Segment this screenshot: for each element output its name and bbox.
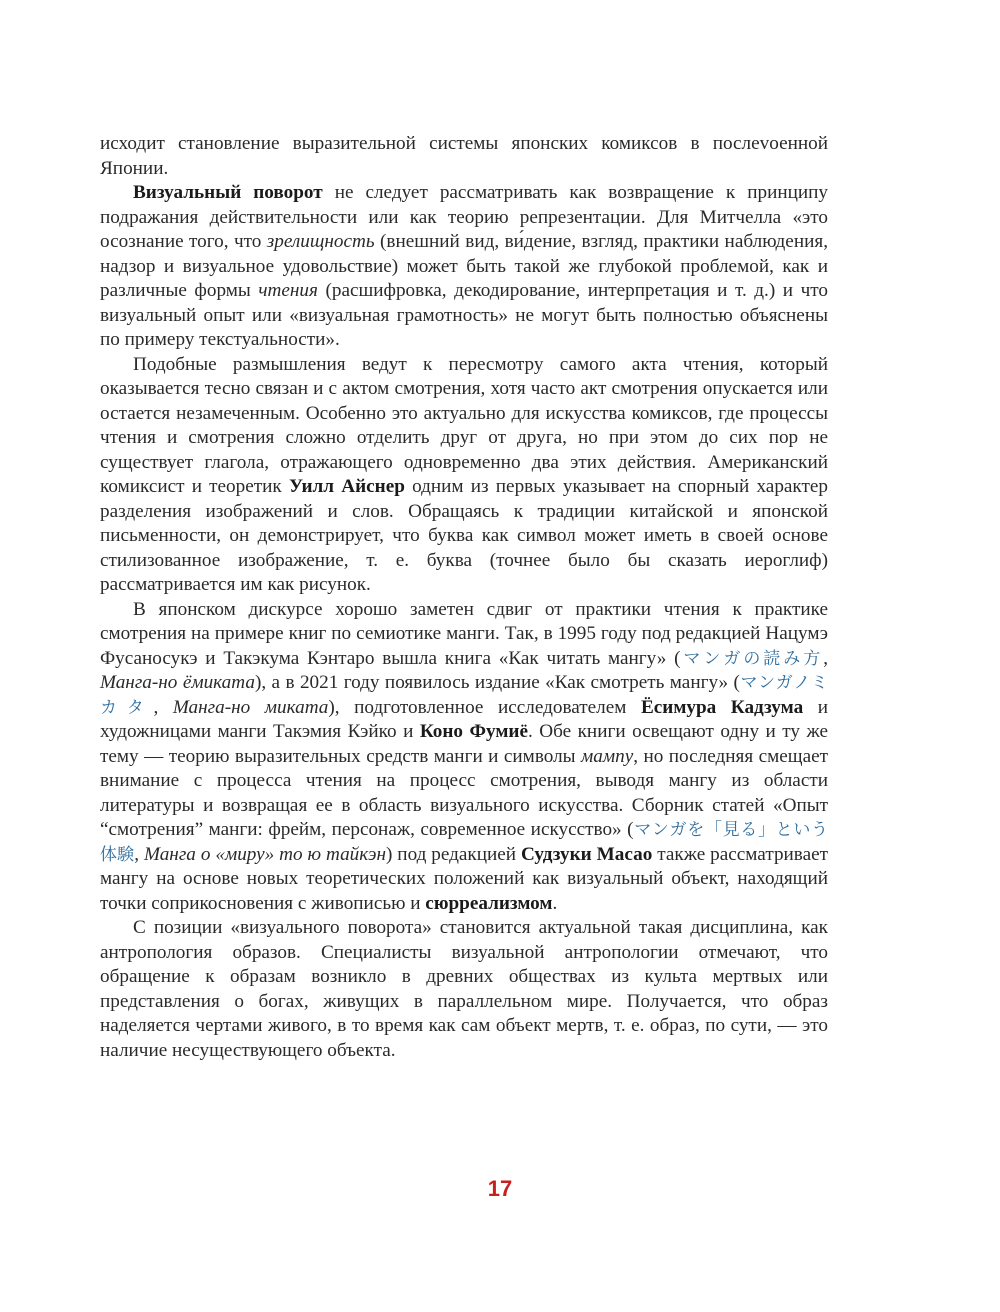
bold-term: сюрреализмом	[425, 892, 553, 914]
japanese-title: マンガノミカタ	[100, 673, 828, 718]
italic-term: Манга о «миру» то ю тайкэн	[144, 843, 386, 865]
italic-term: Манга-но миката	[172, 696, 329, 718]
paragraph	[100, 598, 828, 917]
text-run: ,	[823, 647, 828, 669]
page-number: 17	[487, 1176, 513, 1201]
italic-term: мампу	[581, 745, 634, 767]
japanese-title: マンガの読み方	[680, 648, 824, 669]
text-run: (внешний вид, ви́дение, взгляд, практики наблюдения, надзор и визуальное удовольствие) может быть такой же глубокой проблемой, как и различные формы	[100, 231, 828, 301]
text-run: и художницами манги Такэмия Кэйко и	[100, 696, 828, 742]
bold-term: Уилл Айснер	[288, 476, 405, 497]
text-run: ,	[134, 843, 144, 865]
text-run: исходит становление выразительной системы японских комиксов в послеvоенной Японии.	[100, 133, 828, 179]
text-run: также рассматривает мангу на основе новых теоретических положений как визуальный объект, находящий точки соприкосновения с живописью и	[100, 843, 829, 914]
text-run: (расшифровка, декодирование, интерпретация и т. д.) и что визуальный опыт или «визуальная грамотность» не могут быть полностью объяснены по примеру текстуальности».	[100, 280, 828, 350]
paragraph	[100, 181, 828, 353]
text-run: ), а в 2021 году появилось издание «Как смотреть мангу» (	[254, 672, 740, 693]
paragraph	[100, 132, 828, 181]
text-run: одним из первых указывает на спорный характер разделения изображений и слов. Обращаясь к традиции китайской и японской письменности, он демонстрирует, что буква как символ может иметь в своей основе стилизованное изображение, т. е. буква (точнее было бы сказать иероглиф) рассматривается им как рисунок.	[100, 476, 828, 595]
text-run: ,	[153, 696, 173, 718]
text-run: не следует рассматривать как возвращение к принципу подражания действительности или как теорию репрезентации. Для Митчелла «это осознание того, что	[100, 182, 828, 252]
italic-term: зрелищность	[266, 231, 375, 252]
paragraph	[100, 353, 828, 598]
bold-term: Коно Фумиё	[419, 721, 528, 742]
italic-term: чтения	[258, 280, 318, 301]
bold-term: Визуальный поворот	[133, 182, 323, 203]
text-run: В японском дискурсе хорошо заметен сдвиг от практики чтения к практике смотрения на примере книг по семиотике манги. Так, в 1995 году под редакцией Нацумэ Фусаносукэ и Такэкума Кэнтаро вышла книга «Как читать мангу» (	[100, 598, 828, 669]
text-run: .	[552, 892, 558, 914]
text-run: ) под редакцией	[385, 843, 522, 865]
text-run: , но последняя смещает внимание с процесса чтения на процесс смотрения, выводя мангу из области литературы и возвращая ее в область визуального искусства. Сборник статей «Опыт “смотрения” манги: фрейм, персонаж, современное искусство» (	[100, 745, 828, 840]
italic-term: Манга-но ёмиката	[100, 672, 255, 693]
bold-term: Ёсимура Кадзума	[640, 696, 804, 718]
text-run: . Обе книги освещают одну и ту же тему — теорию выразительных средств манги и символы	[100, 721, 828, 767]
japanese-title: マンガを「見る」という体験	[100, 820, 829, 865]
text-run: Подобные размышления ведут к пересмотру самого акта чтения, который оказывается тесно связан и с актом смотрения, хотя часто акт смотрения опускается или остается незамеченным. Особенно это актуально для искусства комиксов, где процессы чтения и смотрения сложно отделить друг от друга, но при этом до сих пор не существует глагола, отражающего одновременно два этих действия. Американский комиксист и теоретик	[100, 353, 828, 497]
paragraph	[100, 916, 828, 1063]
bold-term: Судзуки Масао	[521, 843, 653, 865]
text-run: С позиции «визуального поворота» становится актуальной такая дисциплина, как антропология образов. Специалисты визуальной антропологии отмечают, что обращение к образам возникло в древних обществах из культа мертвых или представления о богах, живущих в параллельном мире. Получается, что образ наделяется чертами живого, в то время как сам объект мертв, т. е. образ, по сути, — это наличие несуществующего объекта.	[100, 917, 828, 1061]
body-text	[100, 132, 828, 1063]
text-run: ), подготовленное исследователем	[328, 696, 641, 718]
